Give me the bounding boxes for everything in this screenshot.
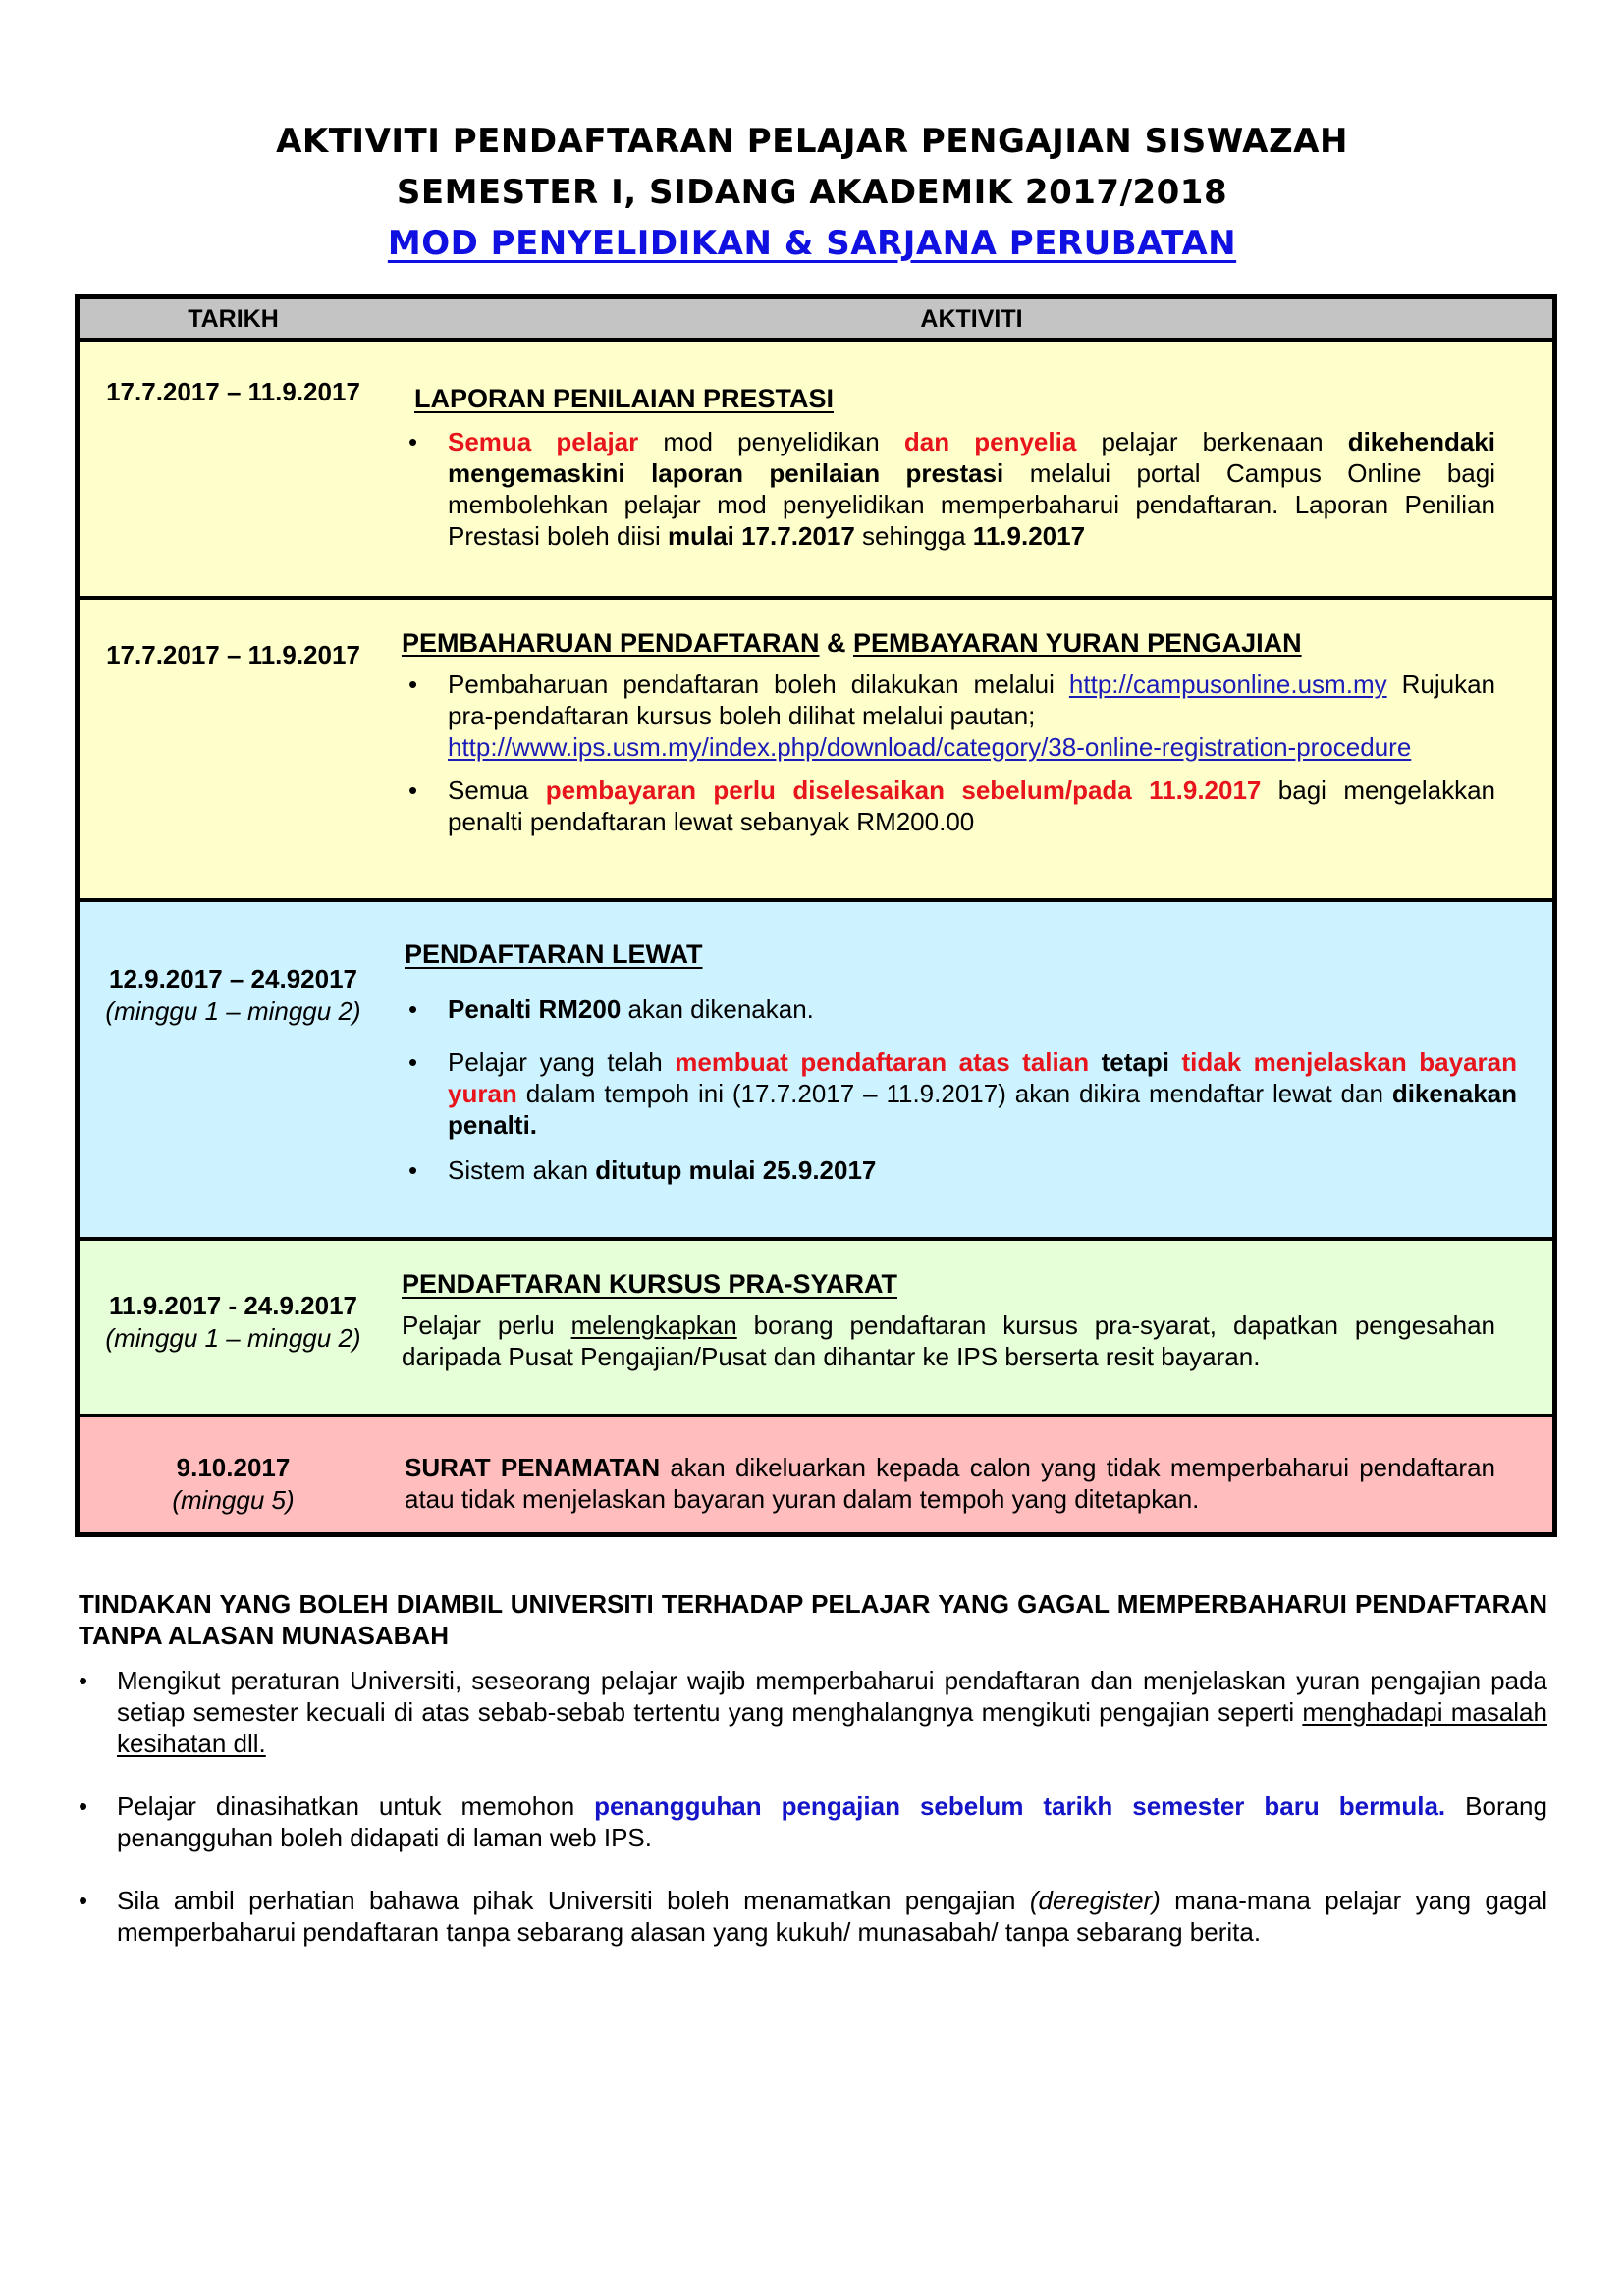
table-header-row bbox=[80, 299, 1552, 342]
activity-title: PENDAFTARAN LEWAT bbox=[405, 939, 703, 969]
list-item: • Sila ambil perhatian bahawa pihak Universiti boleh menamatkan pengajian (deregister) mana-mana pelajar yang gagal memperbaharui pendaftaran tanpa sebarang alasan yang kukuh/ munasabah/ tanpa sebarang berita. bbox=[79, 1885, 1547, 1948]
schedule-table bbox=[75, 294, 1557, 1537]
table-row-surat-penamatan bbox=[80, 1417, 1552, 1532]
table-row-kursus-prasyarat bbox=[80, 1241, 1552, 1417]
date-range: 11.9.2017 - 24.9.2017 bbox=[108, 1291, 357, 1320]
week-range: (minggu 1 – minggu 2) bbox=[105, 996, 361, 1026]
date-range: 17.7.2017 – 11.9.2017 bbox=[106, 377, 360, 406]
campusonline-link[interactable]: http://campusonline.usm.my bbox=[1068, 669, 1387, 699]
activity-title: PEMBAHARUAN PENDAFTARAN & PEMBAYARAN YURAN PENGAJIAN bbox=[402, 628, 1302, 658]
activity-text: SURAT PENAMATAN akan dikeluarkan kepada calon yang tidak memperbaharui pendaftaran atau tidak menjelaskan bayaran yuran dalam tempoh yang ditetapkan. bbox=[405, 1453, 1495, 1514]
list-item: • Sistem akan ditutup mulai 25.9.2017 bbox=[391, 1154, 1517, 1186]
week-range: (minggu 1 – minggu 2) bbox=[105, 1323, 361, 1353]
table-row-laporan bbox=[80, 342, 1552, 600]
document-header bbox=[0, 116, 1624, 269]
activity-cell bbox=[391, 1452, 1552, 1515]
header-aktiviti: AKTIVITI bbox=[920, 305, 1023, 333]
notes-section bbox=[79, 1588, 1547, 1979]
list-item: • Mengikut peraturan Universiti, seseorang pelajar wajib memperbaharui pendaftaran dan menjelaskan yuran pengajian pada setiap semester kecuali di atas sebab-sebab tertentu yang menghalangnya mengikuti pengajian seperti menghadapi masalah kesihatan dll. bbox=[79, 1665, 1547, 1759]
date-cell bbox=[80, 1452, 387, 1517]
title-line-1: AKTIVITI PENDAFTARAN PELAJAR PENGAJIAN SISWAZAH bbox=[276, 122, 1348, 161]
list-item: • Pelajar dinasihatkan untuk memohon penangguhan pengajian sebelum tarikh semester baru bermula. Borang penangguhan boleh didapati di laman web IPS. bbox=[79, 1790, 1547, 1853]
date-cell bbox=[80, 639, 387, 671]
activity-cell bbox=[391, 1268, 1552, 1372]
activity-cell bbox=[391, 383, 1552, 552]
activity-cell bbox=[391, 938, 1552, 1186]
list-item: • Pelajar yang telah membuat pendaftaran atas talian tetapi tidak menjelaskan bayaran yuran dalam tempoh ini (17.7.2017 – 11.9.2017) akan dikira mendaftar lewat dan dikenakan penalti. bbox=[391, 1046, 1517, 1141]
activity-title: PENDAFTARAN KURSUS PRA-SYARAT bbox=[402, 1269, 898, 1299]
title-line-2: SEMESTER I, SIDANG AKADEMIK 2017/2018 bbox=[396, 173, 1228, 212]
date-cell bbox=[80, 1290, 387, 1355]
registration-procedure-link[interactable]: http://www.ips.usm.my/index.php/download/category/38-online-registration-procedure bbox=[448, 732, 1412, 762]
list-item: • Semua pelajar mod penyelidikan dan penyelia pelajar berkenaan dikehendaki mengemaskini laporan penilaian prestasi melalui portal Campus Online bagi membolehkan pelajar mod penyelidikan memperbaharui pendaftaran. Laporan Penilian Prestasi boleh diisi mulai 17.7.2017 sehingga 11.9.2017 bbox=[391, 426, 1495, 552]
date-range: 12.9.2017 – 24.92017 bbox=[108, 964, 358, 993]
list-item: • Penalti RM200 akan dikenakan. bbox=[391, 993, 1517, 1025]
list-item: • Pembaharuan pendaftaran boleh dilakukan melalui http://campusonline.usm.my Rujukan pra-pendaftaran kursus boleh dilihat melalui pautan; http://www.ips.usm.my/index.php/download/category/38-online-registration-procedure bbox=[391, 668, 1495, 763]
date-range: 17.7.2017 – 11.9.2017 bbox=[106, 640, 360, 669]
list-item: • Semua pembayaran perlu diselesaikan sebelum/pada 11.9.2017 bagi mengelakkan penalti pendaftaran lewat sebanyak RM200.00 bbox=[391, 774, 1495, 837]
header-tarikh: TARIKH bbox=[188, 305, 279, 333]
table-row-pendaftaran-lewat bbox=[80, 902, 1552, 1241]
date: 9.10.2017 bbox=[176, 1453, 291, 1482]
date-cell bbox=[80, 376, 387, 408]
week-range: (minggu 5) bbox=[172, 1485, 295, 1515]
activity-text: Pelajar perlu melengkapkan borang pendaftaran kursus pra-syarat, dapatkan pengesahan daripada Pusat Pengajian/Pusat dan dihantar ke IPS berserta resit bayaran. bbox=[402, 1310, 1495, 1371]
date-cell bbox=[80, 963, 387, 1028]
notes-heading: TINDAKAN YANG BOLEH DIAMBIL UNIVERSITI TERHADAP PELAJAR YANG GAGAL MEMPERBAHARUI PENDAFTARAN TANPA ALASAN MUNASABAH bbox=[79, 1589, 1547, 1650]
activity-title: LAPORAN PENILAIAN PRESTASI bbox=[414, 384, 835, 413]
title-line-3: MOD PENYELIDIKAN & SARJANA PERUBATAN bbox=[387, 224, 1237, 263]
table-row-pembaharuan bbox=[80, 600, 1552, 902]
activity-cell bbox=[391, 627, 1552, 837]
